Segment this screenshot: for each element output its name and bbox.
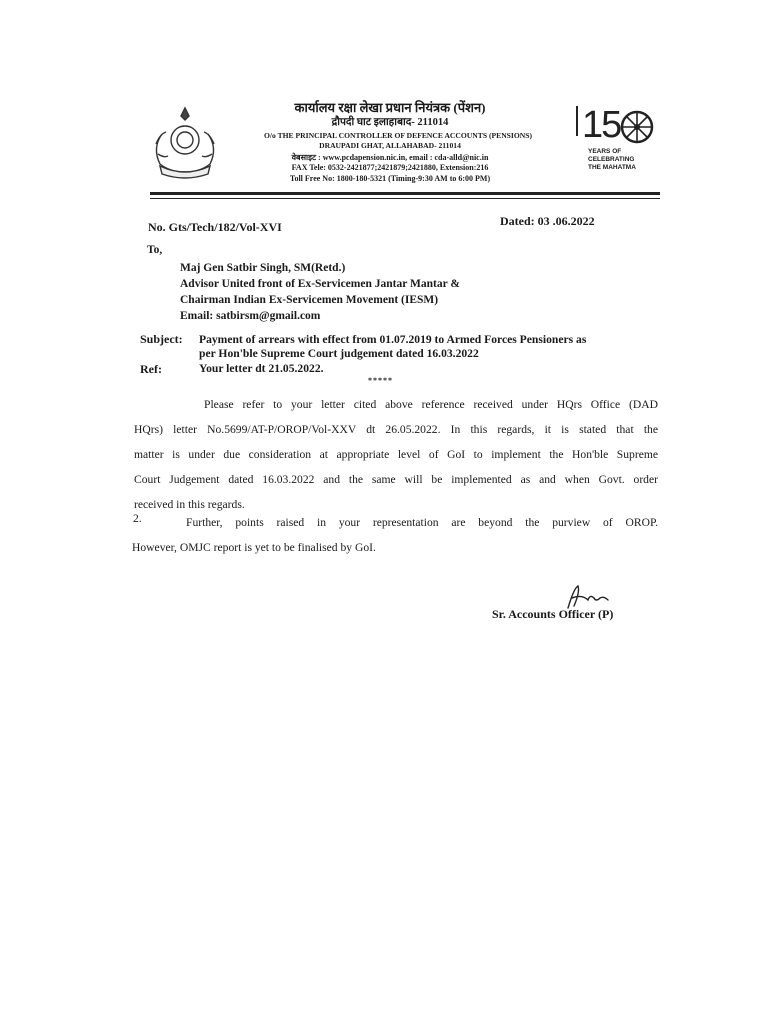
ref-label: Ref: xyxy=(140,362,162,376)
to-label: To, xyxy=(147,244,163,256)
body-paragraph-2 xyxy=(132,510,658,560)
subject-label: Subject: xyxy=(140,332,183,346)
recipient-name: Maj Gen Satbir Singh, SM(Retd.) xyxy=(180,262,346,274)
letter-date: Dated: 03 .06.2022 xyxy=(500,214,595,228)
body-paragraph-1 xyxy=(134,392,658,517)
para1-line5: received in this regards. xyxy=(134,498,245,511)
hindi-title: कार्यालय रक्षा लेखा प्रधान नियंत्रक (पेंशन) xyxy=(294,100,486,115)
emblem-logo xyxy=(148,104,222,182)
org-address: DRAUPADI GHAT, ALLAHABAD- 211014 xyxy=(319,141,461,150)
para1-line2: HQrs) letter No.5699/AT-P/OROP/Vol-XXV dt 26.05.2022. In this regards, it is stated that the xyxy=(134,423,658,436)
anniversary-logo xyxy=(576,106,662,180)
recipient-block xyxy=(180,260,460,324)
org-name: O/o THE PRINCIPAL CONTROLLER OF DEFENCE ACCOUNTS (PENSIONS) xyxy=(264,131,532,140)
header-rule-thin xyxy=(150,198,660,199)
para2-line1: Further, points raised in your representation are beyond the purview of OROP. xyxy=(186,516,658,529)
anniversary-line2: CELEBRATING xyxy=(588,156,635,163)
header-rule-thick xyxy=(150,192,660,195)
separator-stars: ***** xyxy=(368,376,393,385)
para2-line2: However, OMJC report is yet to be finalised by GoI. xyxy=(132,541,376,554)
para1-line4: Court Judgement dated 16.03.2022 and the same will be implemented as and when Govt. order xyxy=(134,473,658,486)
subject-line1: Payment of arrears with effect from 01.07.2019 to Armed Forces Pensioners as xyxy=(199,333,587,346)
tollfree-line: Toll Free No: 1800-180-5321 (Timing-9:30 AM to 6:00 PM) xyxy=(289,174,491,183)
recipient-line2: Advisor United front of Ex-Servicemen Jantar Mantar & xyxy=(180,278,460,290)
para1-line1: Please refer to your letter cited above reference received under HQrs Office (DAD xyxy=(204,398,658,411)
para2-number: 2. xyxy=(133,512,142,525)
recipient-email: Email: satbirsm@gmail.com xyxy=(180,310,321,322)
charkha-wheel-icon xyxy=(620,110,654,144)
ref-text: Your letter dt 21.05.2022. xyxy=(199,362,324,375)
website-email: वेबसाइट : www.pcdapension.nic.in, email : cda-alld@nic.in xyxy=(291,153,489,162)
hindi-address: द्रौपदी घाट इलाहाबाद- 211014 xyxy=(331,117,449,128)
para1-line3: matter is under due consideration at appropriate level of GoI to implement the Hon'ble Supreme xyxy=(134,448,658,461)
recipient-line3: Chairman Indian Ex-Servicemen Movement (IESM) xyxy=(180,294,439,306)
anniversary-number: 15 xyxy=(582,104,621,146)
anniversary-line1: YEARS OF xyxy=(588,148,622,155)
anniversary-line3: THE MAHATMA xyxy=(588,164,636,171)
reference-number: No. Gts/Tech/182/Vol-XVI xyxy=(148,220,282,234)
subject-line2: per Hon'ble Supreme Court judgement dated 16.03.2022 xyxy=(199,347,479,360)
signatory-title: Sr. Accounts Officer (P) xyxy=(492,607,614,621)
fax-line: FAX Tele: 0532-2421877;2421879;2421880, Extension:216 xyxy=(291,163,489,172)
